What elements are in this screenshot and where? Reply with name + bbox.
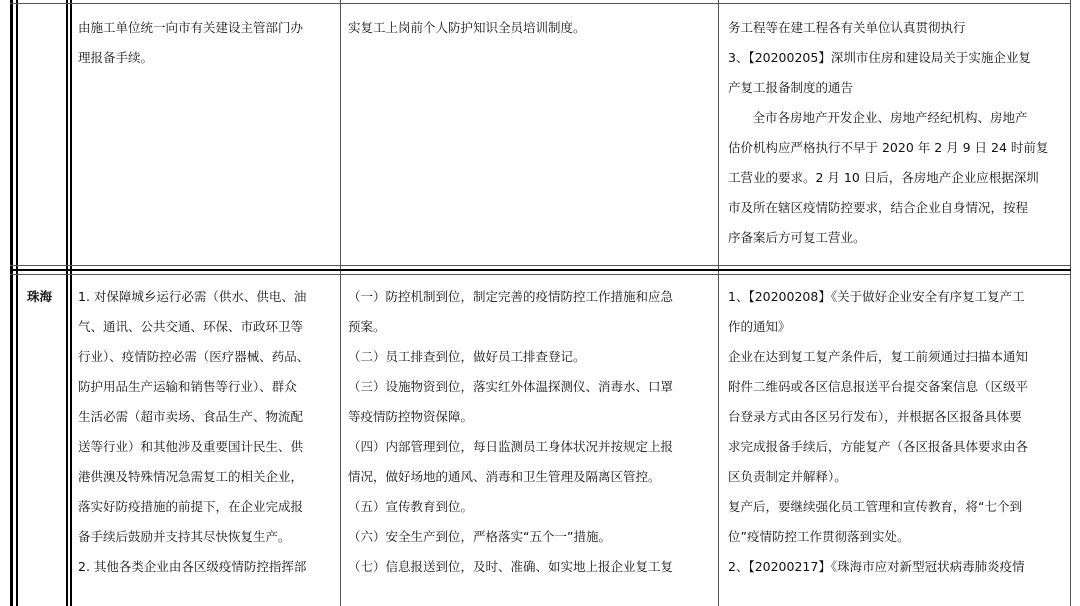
text-line: 务工程等在建工程各有关单位认真贯彻执行 bbox=[728, 20, 966, 35]
left-border-outer bbox=[10, 0, 13, 606]
text-line: 复产后，要继续强化员工管理和宣传教育，将“七个到 bbox=[728, 499, 1022, 514]
text-line: 位”疫情防控工作贯彻落到实处。 bbox=[728, 529, 910, 544]
col-border-thick-a bbox=[66, 0, 68, 606]
text-line: 市及所在辖区疫情防控要求，结合企业自身情况，按程 bbox=[728, 200, 1029, 215]
text-line: （二）员工排查到位，做好员工排查登记。 bbox=[348, 349, 586, 364]
col-border-3 bbox=[718, 0, 719, 606]
text-line: 全市各房地产开发企业、房地产经纪机构、房地产 bbox=[740, 110, 1028, 125]
text-line: 港供澳及特殊情况急需复工的相关企业， bbox=[78, 469, 304, 484]
text-line: 区负责制定并解释）。 bbox=[728, 469, 847, 484]
right-border bbox=[1070, 0, 1071, 606]
text-line: 气、通讯、公共交通、环保、市政环卫等 bbox=[78, 319, 304, 334]
row2-col3 bbox=[728, 282, 1066, 582]
text-line: 预案。 bbox=[348, 319, 386, 334]
text-line: 等疫情防控物资保障。 bbox=[348, 409, 474, 424]
text-line: 序备案后方可复工营业。 bbox=[728, 230, 866, 245]
text-line: 2、【20200217】《珠海市应对新型冠状病毒肺炎疫情 bbox=[728, 559, 1025, 574]
text-line: （一）防控机制到位，制定完善的疫情防控工作措施和应急 bbox=[348, 289, 674, 304]
top-border bbox=[10, 3, 1071, 4]
city-label-zhuhai: 珠海 bbox=[27, 289, 53, 304]
text-line: 3、【20200205】深圳市住房和建设局关于实施企业复 bbox=[728, 50, 1031, 65]
row1-col3 bbox=[728, 13, 1066, 253]
text-line: 附件二维码或各区信息报送平台提交备案信息（区级平 bbox=[728, 379, 1029, 394]
text-line: 由施工单位统一向市有关建设主管部门办 bbox=[78, 20, 304, 35]
row-separator-a bbox=[10, 265, 1071, 266]
text-line: 作的通知》 bbox=[728, 319, 791, 334]
text-line: 2. 其他各类企业由各区级疫情防控指挥部 bbox=[78, 559, 307, 574]
row2-col2 bbox=[348, 282, 714, 582]
row1-col1 bbox=[78, 13, 336, 73]
text-line: 企业在达到复工复产条件后，复工前须通过扫描本通知 bbox=[728, 349, 1029, 364]
text-line: 工营业的要求。2 月 10 日后，各房地产企业应根据深圳 bbox=[728, 170, 1039, 185]
text-line: 理报备手续。 bbox=[78, 50, 154, 65]
row-separator-b bbox=[10, 269, 1071, 271]
text-line: 送等行业）和其他涉及重要国计民生、供 bbox=[78, 439, 304, 454]
text-line: 行业）、疫情防控必需（医疗器械、药品、 bbox=[78, 349, 310, 364]
text-line: 备手续后鼓励并支持其尽快恢复生产。 bbox=[78, 529, 291, 544]
text-line: 估价机构应严格执行不早于 2020 年 2 月 9 日 24 时前复 bbox=[728, 140, 1049, 155]
text-line: 1. 对保障城乡运行必需（供水、供电、油 bbox=[78, 289, 307, 304]
text-line: 产复工报备制度的通告 bbox=[728, 80, 854, 95]
col-border-thick-b bbox=[70, 0, 72, 606]
text-line: 情况，做好场地的通风、消毒和卫生管理及隔离区管控。 bbox=[348, 469, 661, 484]
text-line: （五）宣传教育到位。 bbox=[348, 499, 474, 514]
col-border-2 bbox=[340, 0, 341, 606]
text-line: （七）信息报送到位，及时、准确、如实地上报企业复工复 bbox=[348, 559, 674, 574]
text-line: 落实好防疫措施的前提下，在企业完成报 bbox=[78, 499, 304, 514]
text-line: 防护用品生产运输和销售等行业）、群众 bbox=[78, 379, 297, 394]
left-border-inner bbox=[16, 0, 18, 606]
text-line: 求完成报备手续后，方能复产（各区报备具体要求由各 bbox=[728, 439, 1029, 454]
text-line: （六）安全生产到位，严格落实“五个一”措施。 bbox=[348, 529, 611, 544]
text-line: 1、【20200208】《关于做好企业安全有序复工复产工 bbox=[728, 289, 1025, 304]
row-separator-c bbox=[10, 274, 1071, 275]
text-line: 生活必需（超市卖场、食品生产、物流配 bbox=[78, 409, 304, 424]
text-line: 实复工上岗前个人防护知识全员培训制度。 bbox=[348, 20, 586, 35]
text-line: （三）设施物资到位，落实红外体温探测仪、消毒水、口罩 bbox=[348, 379, 674, 394]
text-line: （四）内部管理到位，每日监测员工身体状况并按规定上报 bbox=[348, 439, 674, 454]
text-line: 台登录方式由各区另行发布），并根据各区报备具体要 bbox=[728, 409, 1022, 424]
row2-col1 bbox=[78, 282, 336, 582]
row1-col2 bbox=[348, 13, 714, 43]
